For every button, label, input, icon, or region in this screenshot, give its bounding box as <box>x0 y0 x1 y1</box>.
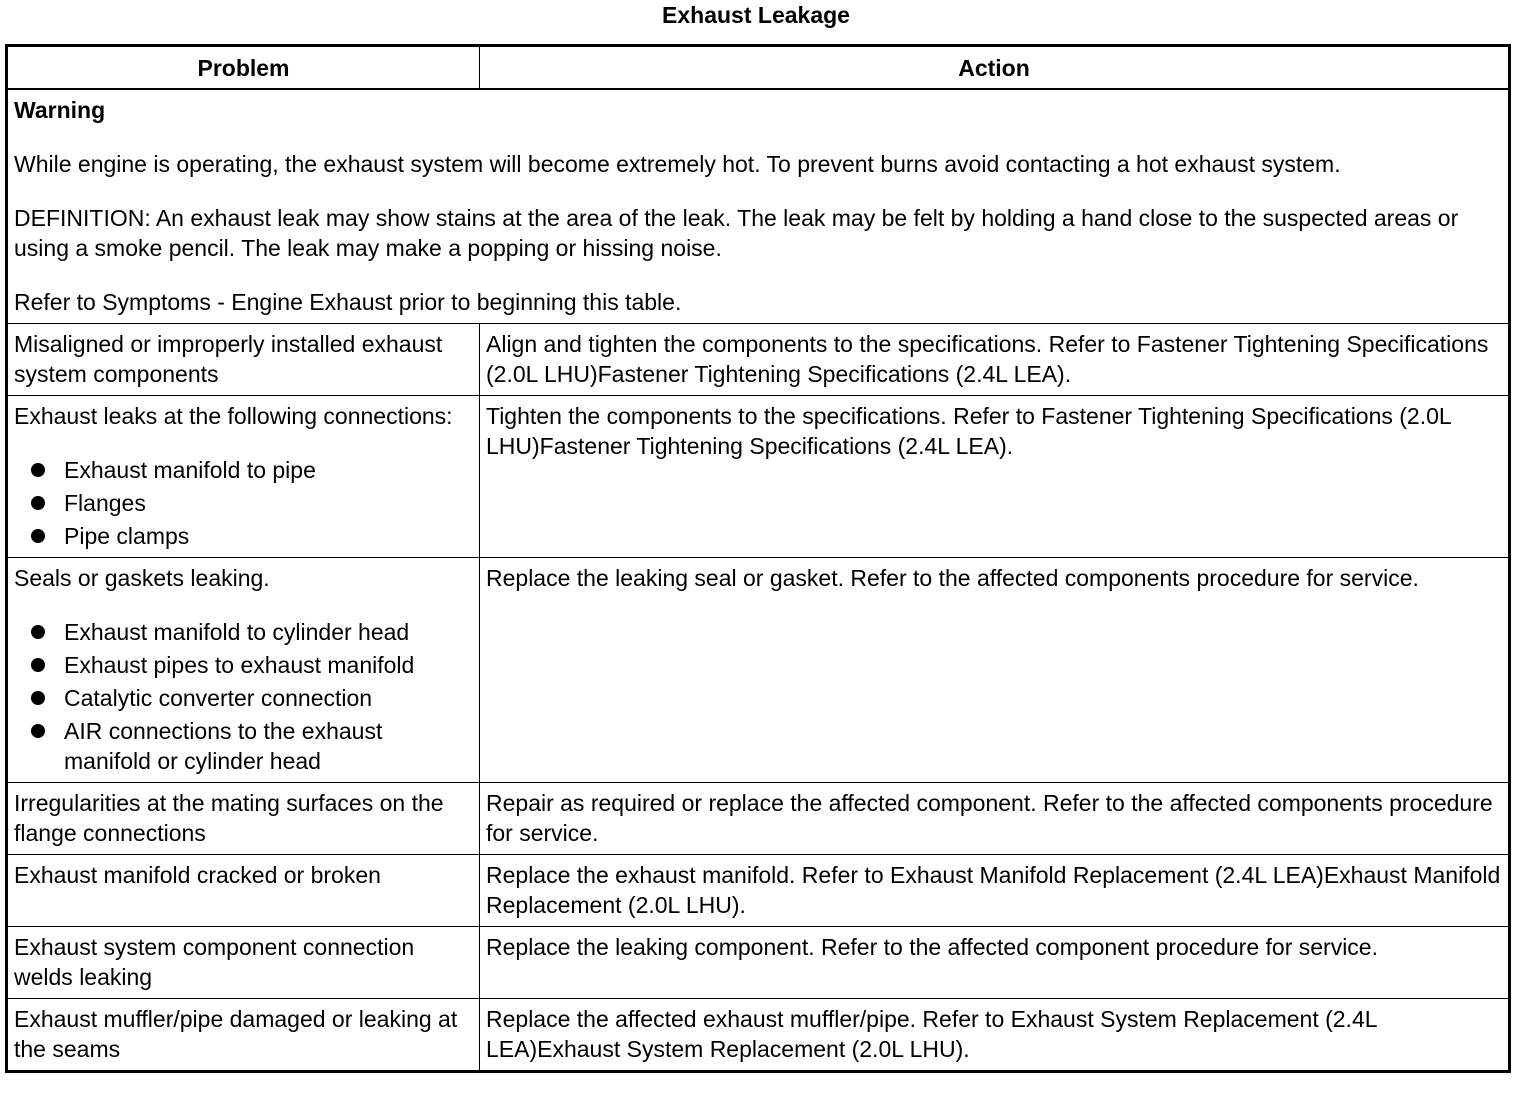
problem-cell <box>7 558 480 783</box>
problem-cell <box>7 783 480 855</box>
warning-title: Warning <box>14 97 106 123</box>
bullet-icon <box>31 724 45 738</box>
table-row <box>7 396 1510 558</box>
problem-text: Exhaust leaks at the following connections: <box>14 403 453 429</box>
action-text: Tighten the components to the specifications. Refer to Fastener Tightening Specifications (2.0L LHU)Fastener Tightening Specifications (2.4L LEA). <box>486 403 1451 459</box>
list-item <box>14 716 473 776</box>
action-cell <box>480 927 1510 999</box>
list-item <box>14 488 473 518</box>
action-text: Repair as required or replace the affected component. Refer to the affected components procedure for service. <box>486 790 1493 846</box>
bullet-list <box>14 617 473 776</box>
list-item <box>14 650 473 680</box>
table-header-row <box>7 46 1510 90</box>
bullet-list <box>14 455 473 551</box>
list-item-text: Flanges <box>64 490 146 516</box>
header-action: Action <box>480 46 1510 90</box>
table-row <box>7 999 1510 1072</box>
action-text: Replace the exhaust manifold. Refer to Exhaust Manifold Replacement (2.4L LEA)Exhaust Manifold Replacement (2.0L LHU). <box>486 862 1501 918</box>
action-text: Replace the affected exhaust muffler/pipe. Refer to Exhaust System Replacement (2.4L LEA)Exhaust System Replacement (2.0L LHU). <box>486 1006 1377 1062</box>
list-item <box>14 617 473 647</box>
problem-cell <box>7 855 480 927</box>
action-cell <box>480 558 1510 783</box>
exhaust-leakage-table <box>5 44 1511 1073</box>
problem-text: Exhaust system component connection welds leaking <box>14 934 415 990</box>
header-problem: Problem <box>7 46 480 90</box>
action-cell <box>480 783 1510 855</box>
problem-cell <box>7 927 480 999</box>
action-text: Align and tighten the components to the specifications. Refer to Fastener Tightening Specifications (2.0L LHU)Fastener Tightening Specifications (2.4L LEA). <box>486 331 1489 387</box>
problem-text: Irregularities at the mating surfaces on the flange connections <box>14 790 444 846</box>
problem-text: Exhaust muffler/pipe damaged or leaking at the seams <box>14 1006 458 1062</box>
definition-text: DEFINITION: An exhaust leak may show stains at the area of the leak. The leak may be felt by holding a hand close to the suspected areas or using a smoke pencil. The leak may make a popping or hissing noise. <box>14 205 1459 261</box>
table-row <box>7 927 1510 999</box>
action-text: Replace the leaking component. Refer to the affected component procedure for service. <box>486 934 1378 960</box>
list-item-text: Pipe clamps <box>64 523 190 549</box>
bullet-icon <box>31 496 45 510</box>
refer-text: Refer to Symptoms - Engine Exhaust prior to beginning this table. <box>14 289 682 315</box>
table-row <box>7 855 1510 927</box>
bullet-icon <box>31 463 45 477</box>
list-item <box>14 521 473 551</box>
list-item-text: Exhaust pipes to exhaust manifold <box>64 652 415 678</box>
list-item-text: Catalytic converter connection <box>64 685 373 711</box>
bullet-icon <box>31 691 45 705</box>
list-item-text: AIR connections to the exhaust manifold or cylinder head <box>64 718 383 774</box>
bullet-icon <box>31 529 45 543</box>
table-row <box>7 783 1510 855</box>
warning-cell <box>7 89 1510 324</box>
problem-cell <box>7 999 480 1072</box>
page-title: Exhaust Leakage <box>662 2 850 28</box>
problem-text: Exhaust manifold cracked or broken <box>14 862 381 888</box>
warning-text: While engine is operating, the exhaust system will become extremely hot. To prevent burns avoid contacting a hot exhaust system. <box>14 151 1341 177</box>
table-row <box>7 558 1510 783</box>
list-item-text: Exhaust manifold to cylinder head <box>64 619 410 645</box>
action-text: Replace the leaking seal or gasket. Refer to the affected components procedure for service. <box>486 565 1419 591</box>
action-cell <box>480 999 1510 1072</box>
bullet-icon <box>31 625 45 639</box>
list-item <box>14 455 473 485</box>
warning-row <box>7 89 1510 324</box>
problem-cell <box>7 324 480 396</box>
list-item <box>14 683 473 713</box>
problem-cell <box>7 396 480 558</box>
bullet-icon <box>31 658 45 672</box>
table-row <box>7 324 1510 396</box>
problem-text: Seals or gaskets leaking. <box>14 565 270 591</box>
action-cell <box>480 324 1510 396</box>
action-cell <box>480 396 1510 558</box>
list-item-text: Exhaust manifold to pipe <box>64 457 316 483</box>
problem-text: Misaligned or improperly installed exhaust system components <box>14 331 443 387</box>
action-cell <box>480 855 1510 927</box>
